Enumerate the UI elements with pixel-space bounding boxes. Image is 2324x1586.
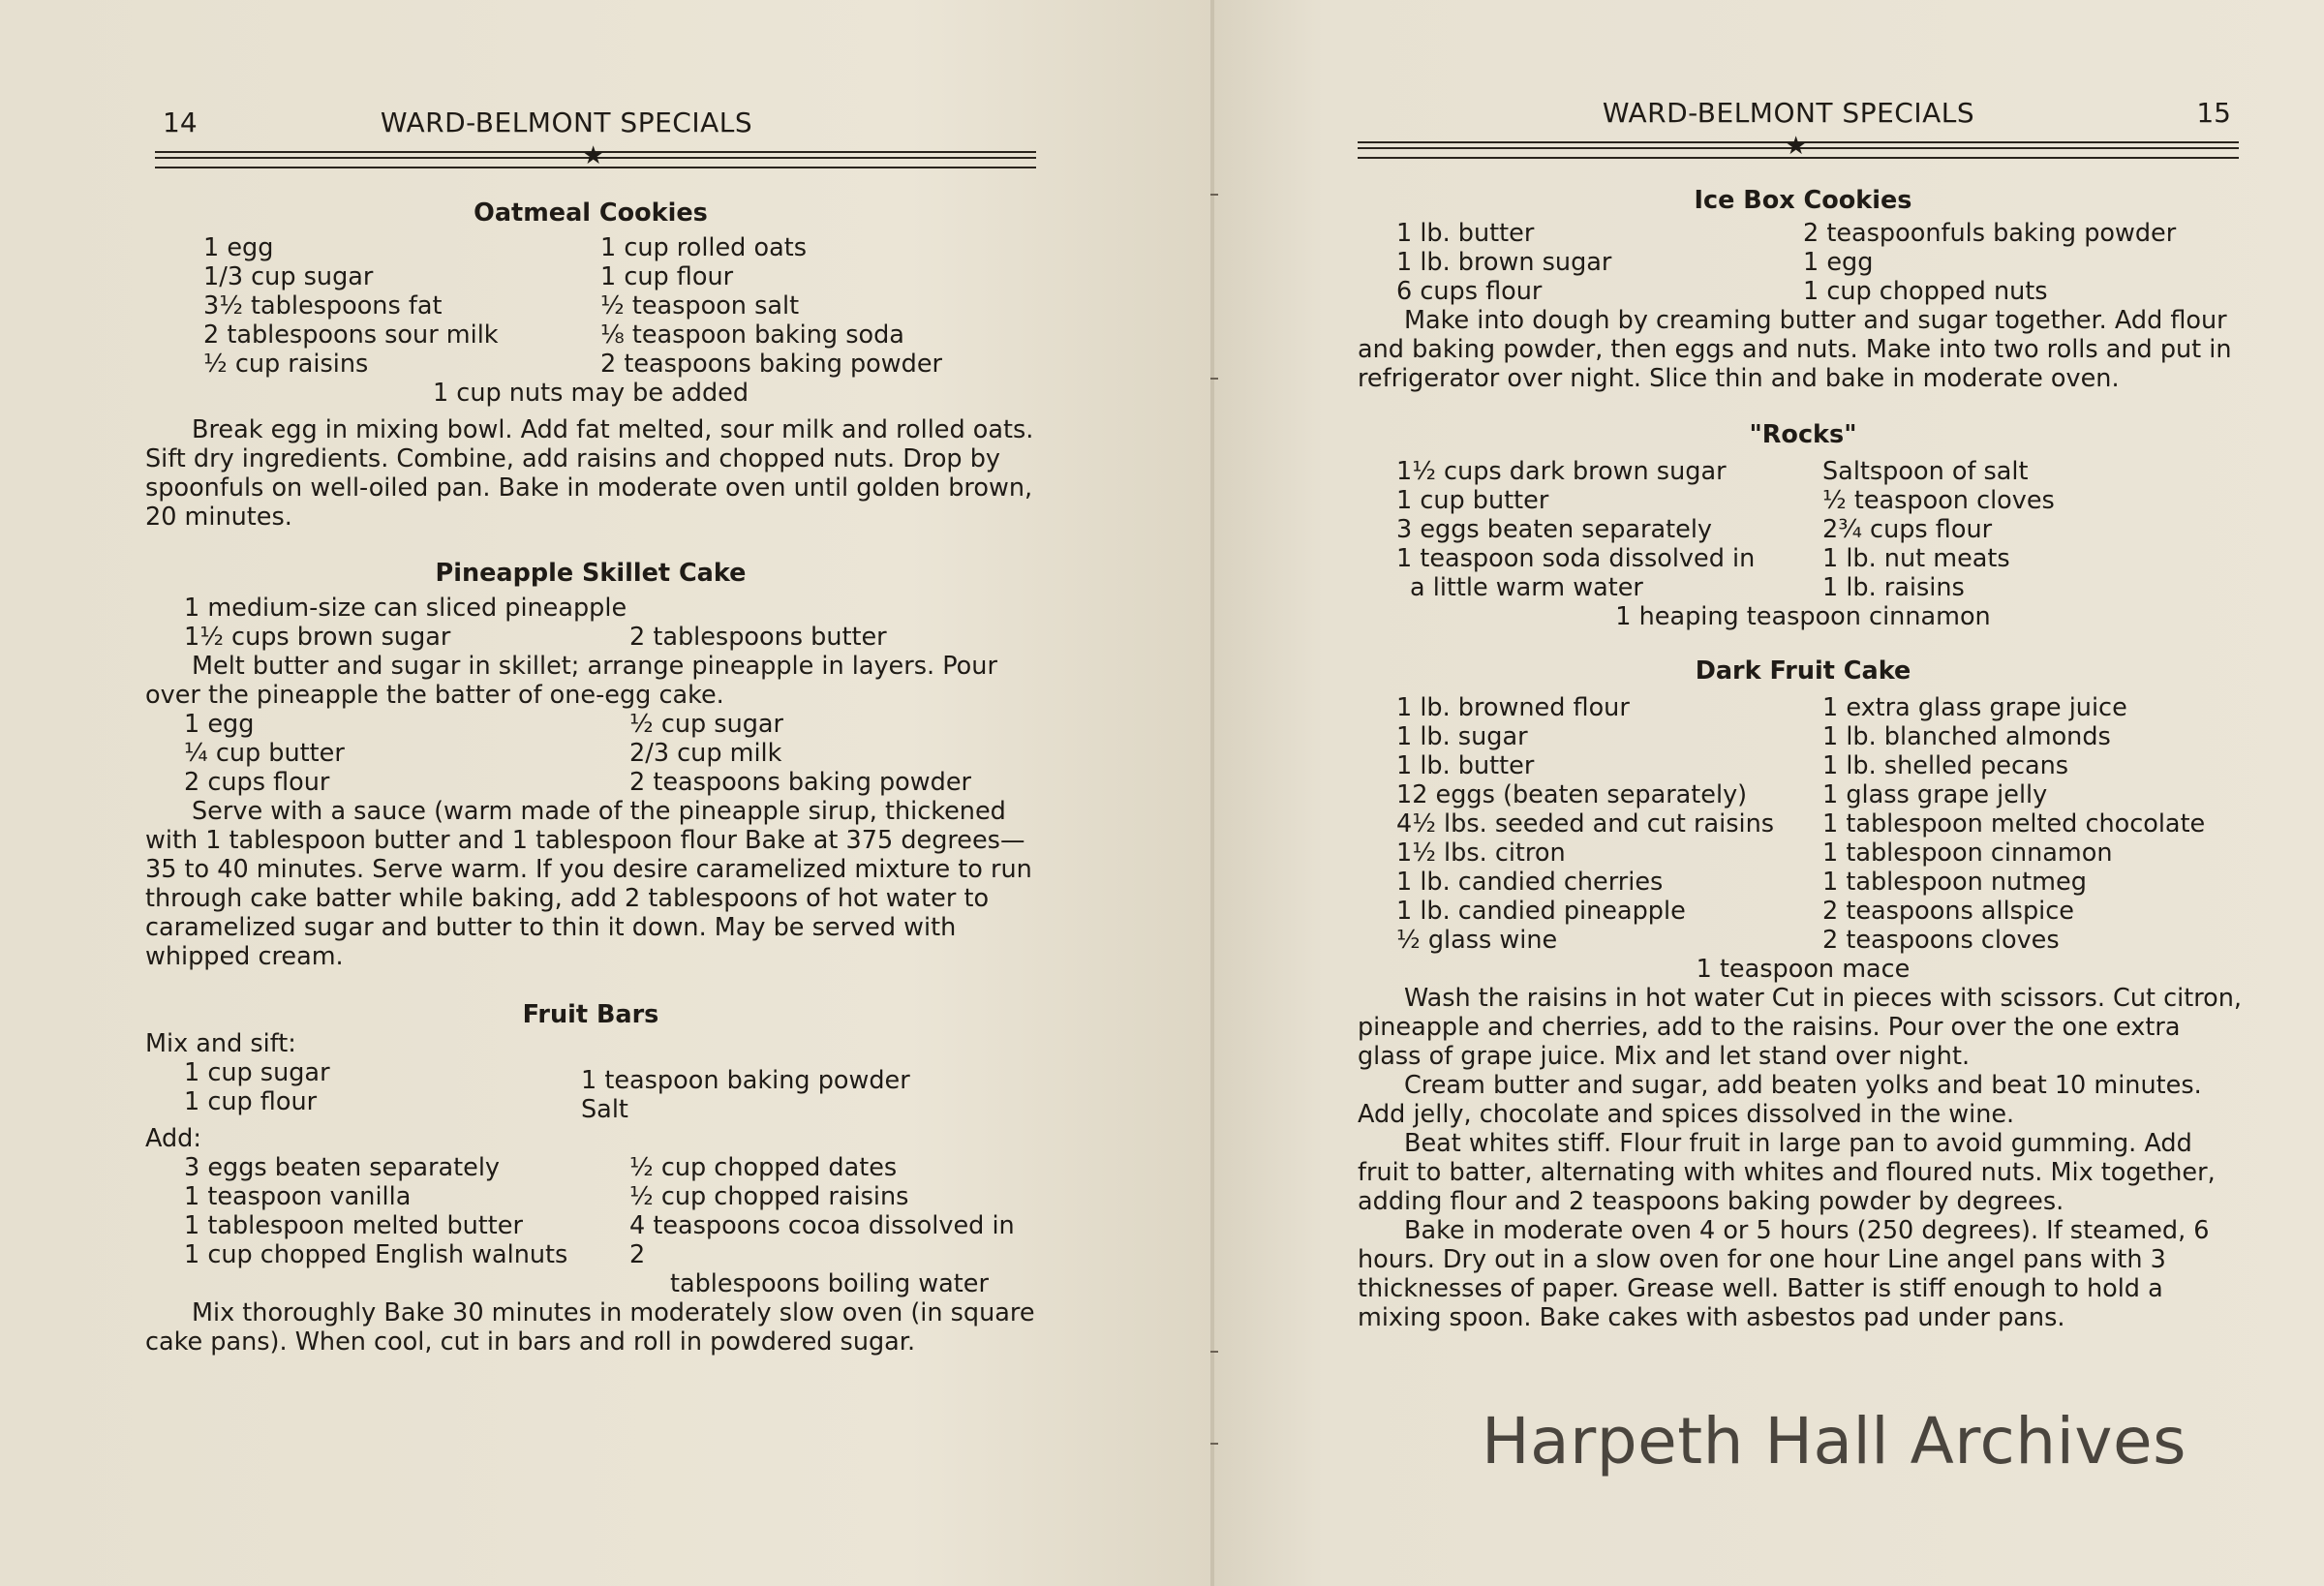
ingredient: 1 tablespoon cinnamon [1822,839,2113,868]
ingredient: 1 medium-size can sliced pineapple [184,594,627,623]
ingredient: 4½ lbs. seeded and cut raisins [1396,809,1775,839]
recipe-oatmeal-cookies [145,198,1036,532]
ingredient: 1½ lbs. citron [1396,839,1566,868]
ingredient: 1 cup sugar [184,1058,330,1087]
recipe-instructions: Bake in moderate oven 4 or 5 hours (250 degrees). If steamed, 6 hours. Dry out in a slow oven for one hour Line angel pans with 3 thicknesses of paper. Grease well. Batter is stiff enough to hold a mixing spoon. Bake cakes with asbestos pad under pans. [1358,1216,2210,1332]
running-head: WARD-BELMONT SPECIALS [1602,97,1975,129]
ingredient: 12 eggs (beaten separately) [1396,780,1748,809]
right-page [1212,0,2324,1586]
ingredient: 2 teaspoons allspice [1822,897,2074,926]
ingredient: 1 lb. brown sugar [1396,248,1612,277]
right-page-header [1358,97,2239,174]
ingredient: 1 egg [184,710,255,739]
ingredient: 1 cup chopped English walnuts [184,1240,568,1269]
book-gutter [1210,0,1214,1586]
add-label: Add: [145,1124,201,1153]
ingredient: 3 eggs beaten separately [184,1153,500,1182]
ingredient: tablespoons boiling water [670,1269,989,1298]
recipe-instructions: Wash the raisins in hot water Cut in pieces with scissors. Cut citron, pineapple and cherries, add to the raisins. Pour over the one extra glass of grape juice. Mix and let stand over night. [1358,984,2243,1071]
ingredient: ½ cup chopped dates [629,1153,898,1182]
gutter-mark [1210,378,1218,380]
ingredient: 1 egg [203,233,274,262]
recipe-pineapple-skillet-cake [145,559,1036,971]
ingredient: 1 lb. candied pineapple [1396,897,1686,926]
ingredient: 1 tablespoon nutmeg [1822,868,2087,897]
ingredient: 1½ cups dark brown sugar [1396,457,1727,486]
recipe-instructions: Melt butter and sugar in skillet; arrange pineapple in layers. Pour over the pineapple the batter of one-egg cake. [145,652,997,710]
ingredient: 2 cups flour [184,768,330,797]
page-number: 14 [163,107,198,138]
ingredient: Salt [581,1095,628,1124]
ingredient: 6 cups flour [1396,277,1543,306]
ingredient: ½ teaspoon cloves [1822,486,2055,515]
gutter-mark [1210,194,1218,196]
ingredient: ¼ cup butter [184,739,345,768]
ingredient: Saltspoon of salt [1822,457,2029,486]
recipe-instructions: Make into dough by creaming butter and sugar together. Add flour and baking powder, then eggs and nuts. Make into two rolls and put in refrigerator over night. Slice thin and bake in moderate oven. [1358,306,2232,393]
recipe-title: Ice Box Cookies [1694,186,1912,215]
star-icon: ★ [582,141,605,170]
ingredient: 1 tablespoon melted butter [184,1211,523,1240]
ingredient: 2/3 cup milk [629,739,782,768]
recipe-title: Fruit Bars [522,1000,659,1029]
recipe-instructions: Break egg in mixing bowl. Add fat melted, sour milk and rolled oats. Sift dry ingredients. Combine, add raisins and chopped nuts. Drop by spoonfuls on well-oiled pan. Bake in moderate oven until golden brown, 20 minutes. [145,415,1034,532]
ingredient: 2 teaspoonfuls baking powder [1803,219,2177,248]
ingredient: 2 teaspoons cloves [1822,926,2060,955]
ingredient: 2 tablespoons butter [629,623,887,652]
running-head: WARD-BELMONT SPECIALS [380,107,753,138]
recipe-dark-fruit-cake [1358,656,2248,1332]
gutter-mark [1210,1443,1218,1445]
archive-watermark: Harpeth Hall Archives [1482,1404,2186,1479]
page-number: 15 [2196,97,2231,129]
ingredient: 2¾ cups flour [1822,515,1993,544]
ingredient: 1 lb. sugar [1396,722,1528,751]
ingredient: 1 cup chopped nuts [1803,277,2048,306]
recipe-title: Oatmeal Cookies [474,198,708,228]
ingredient: 1 lb. butter [1396,219,1535,248]
recipe-instructions: Beat whites stiff. Flour fruit in large pan to avoid gumming. Add fruit to batter, alternating with whites and floured nuts. Mix together, adding flour and 2 teaspoons baking powder by degrees. [1358,1129,2216,1216]
ingredient: 1 tablespoon melted chocolate [1822,809,2206,839]
ingredient: 1 glass grape jelly [1822,780,2048,809]
recipe-instructions: Cream butter and sugar, add beaten yolks and beat 10 minutes. Add jelly, chocolate and spices dissolved in the wine. [1358,1071,2202,1129]
right-page-content [1358,186,2248,1332]
recipe-instructions: Mix thoroughly Bake 30 minutes in moderately slow oven (in square cake pans). When cool, cut in bars and roll in powdered sugar. [145,1298,1035,1357]
ingredient: 4 teaspoons cocoa dissolved in 2 [629,1211,1015,1269]
ingredient: 1 lb. nut meats [1822,544,2010,573]
ingredient: 2 teaspoons baking powder [600,350,942,379]
optional-ingredient: 1 cup nuts may be added [432,379,749,408]
ingredient: ½ cup chopped raisins [629,1182,909,1211]
ingredient: 1 teaspoon mace [1696,955,1911,984]
ingredient: 1 cup flour [600,262,734,291]
ingredient: 3 eggs beaten separately [1396,515,1712,544]
ingredient: 1 lb. raisins [1822,573,1965,602]
ingredient: ½ cup sugar [629,710,784,739]
ingredient: 1/3 cup sugar [203,262,374,291]
ingredient: 1 cup flour [184,1087,318,1116]
ingredient: 2 teaspoons baking powder [629,768,971,797]
recipe-fruit-bars [145,1000,1036,1357]
ingredient: ½ teaspoon salt [600,291,800,320]
ingredient: 1 lb. browned flour [1396,693,1630,722]
ingredient: 1 teaspoon vanilla [184,1182,412,1211]
ingredient: 1 heaping teaspoon cinnamon [1615,602,1991,631]
recipe-ice-box-cookies [1358,186,2248,393]
left-page-content [145,198,1036,1357]
left-page-header [155,107,1036,184]
ingredient: 1 egg [1803,248,1874,277]
ingredient: a little warm water [1410,573,1643,602]
ingredient: 1 lb. candied cherries [1396,868,1664,897]
ingredient: 2 tablespoons sour milk [203,320,499,350]
mix-label: Mix and sift: [145,1029,296,1058]
ingredient: 1 cup butter [1396,486,1549,515]
recipe-instructions: Serve with a sauce (warm made of the pineapple sirup, thickened with 1 tablespoon butter and 1 tablespoon flour Bake at 375 degrees—35 to 40 minutes. Serve warm. If you desire caramelized mixture to run through cake batter while baking, add 2 tablespoons of hot water to caramelized sugar and butter to thin it down. May be served with whipped cream. [145,797,1032,971]
recipe-rocks [1358,420,2248,631]
ingredient: 1 teaspoon baking powder [581,1066,910,1095]
ingredient: 1 extra glass grape juice [1822,693,2127,722]
ingredient: 1 lb. shelled pecans [1822,751,2069,780]
recipe-title: Dark Fruit Cake [1695,656,1911,686]
ingredient: 3½ tablespoons fat [203,291,443,320]
star-icon: ★ [1785,132,1808,161]
ingredient: 1 lb. blanched almonds [1822,722,2111,751]
ingredient: 1½ cups brown sugar [184,623,451,652]
ingredient: 1 lb. butter [1396,751,1535,780]
recipe-title: Pineapple Skillet Cake [435,559,747,588]
ingredient: 1 cup rolled oats [600,233,807,262]
ingredient: ½ glass wine [1396,926,1558,955]
ingredient: ½ cup raisins [203,350,369,379]
ingredient: 1 teaspoon soda dissolved in [1396,544,1756,573]
gutter-mark [1210,1351,1218,1353]
ingredient: ⅛ teaspoon baking soda [600,320,904,350]
recipe-title: "Rocks" [1749,420,1857,449]
